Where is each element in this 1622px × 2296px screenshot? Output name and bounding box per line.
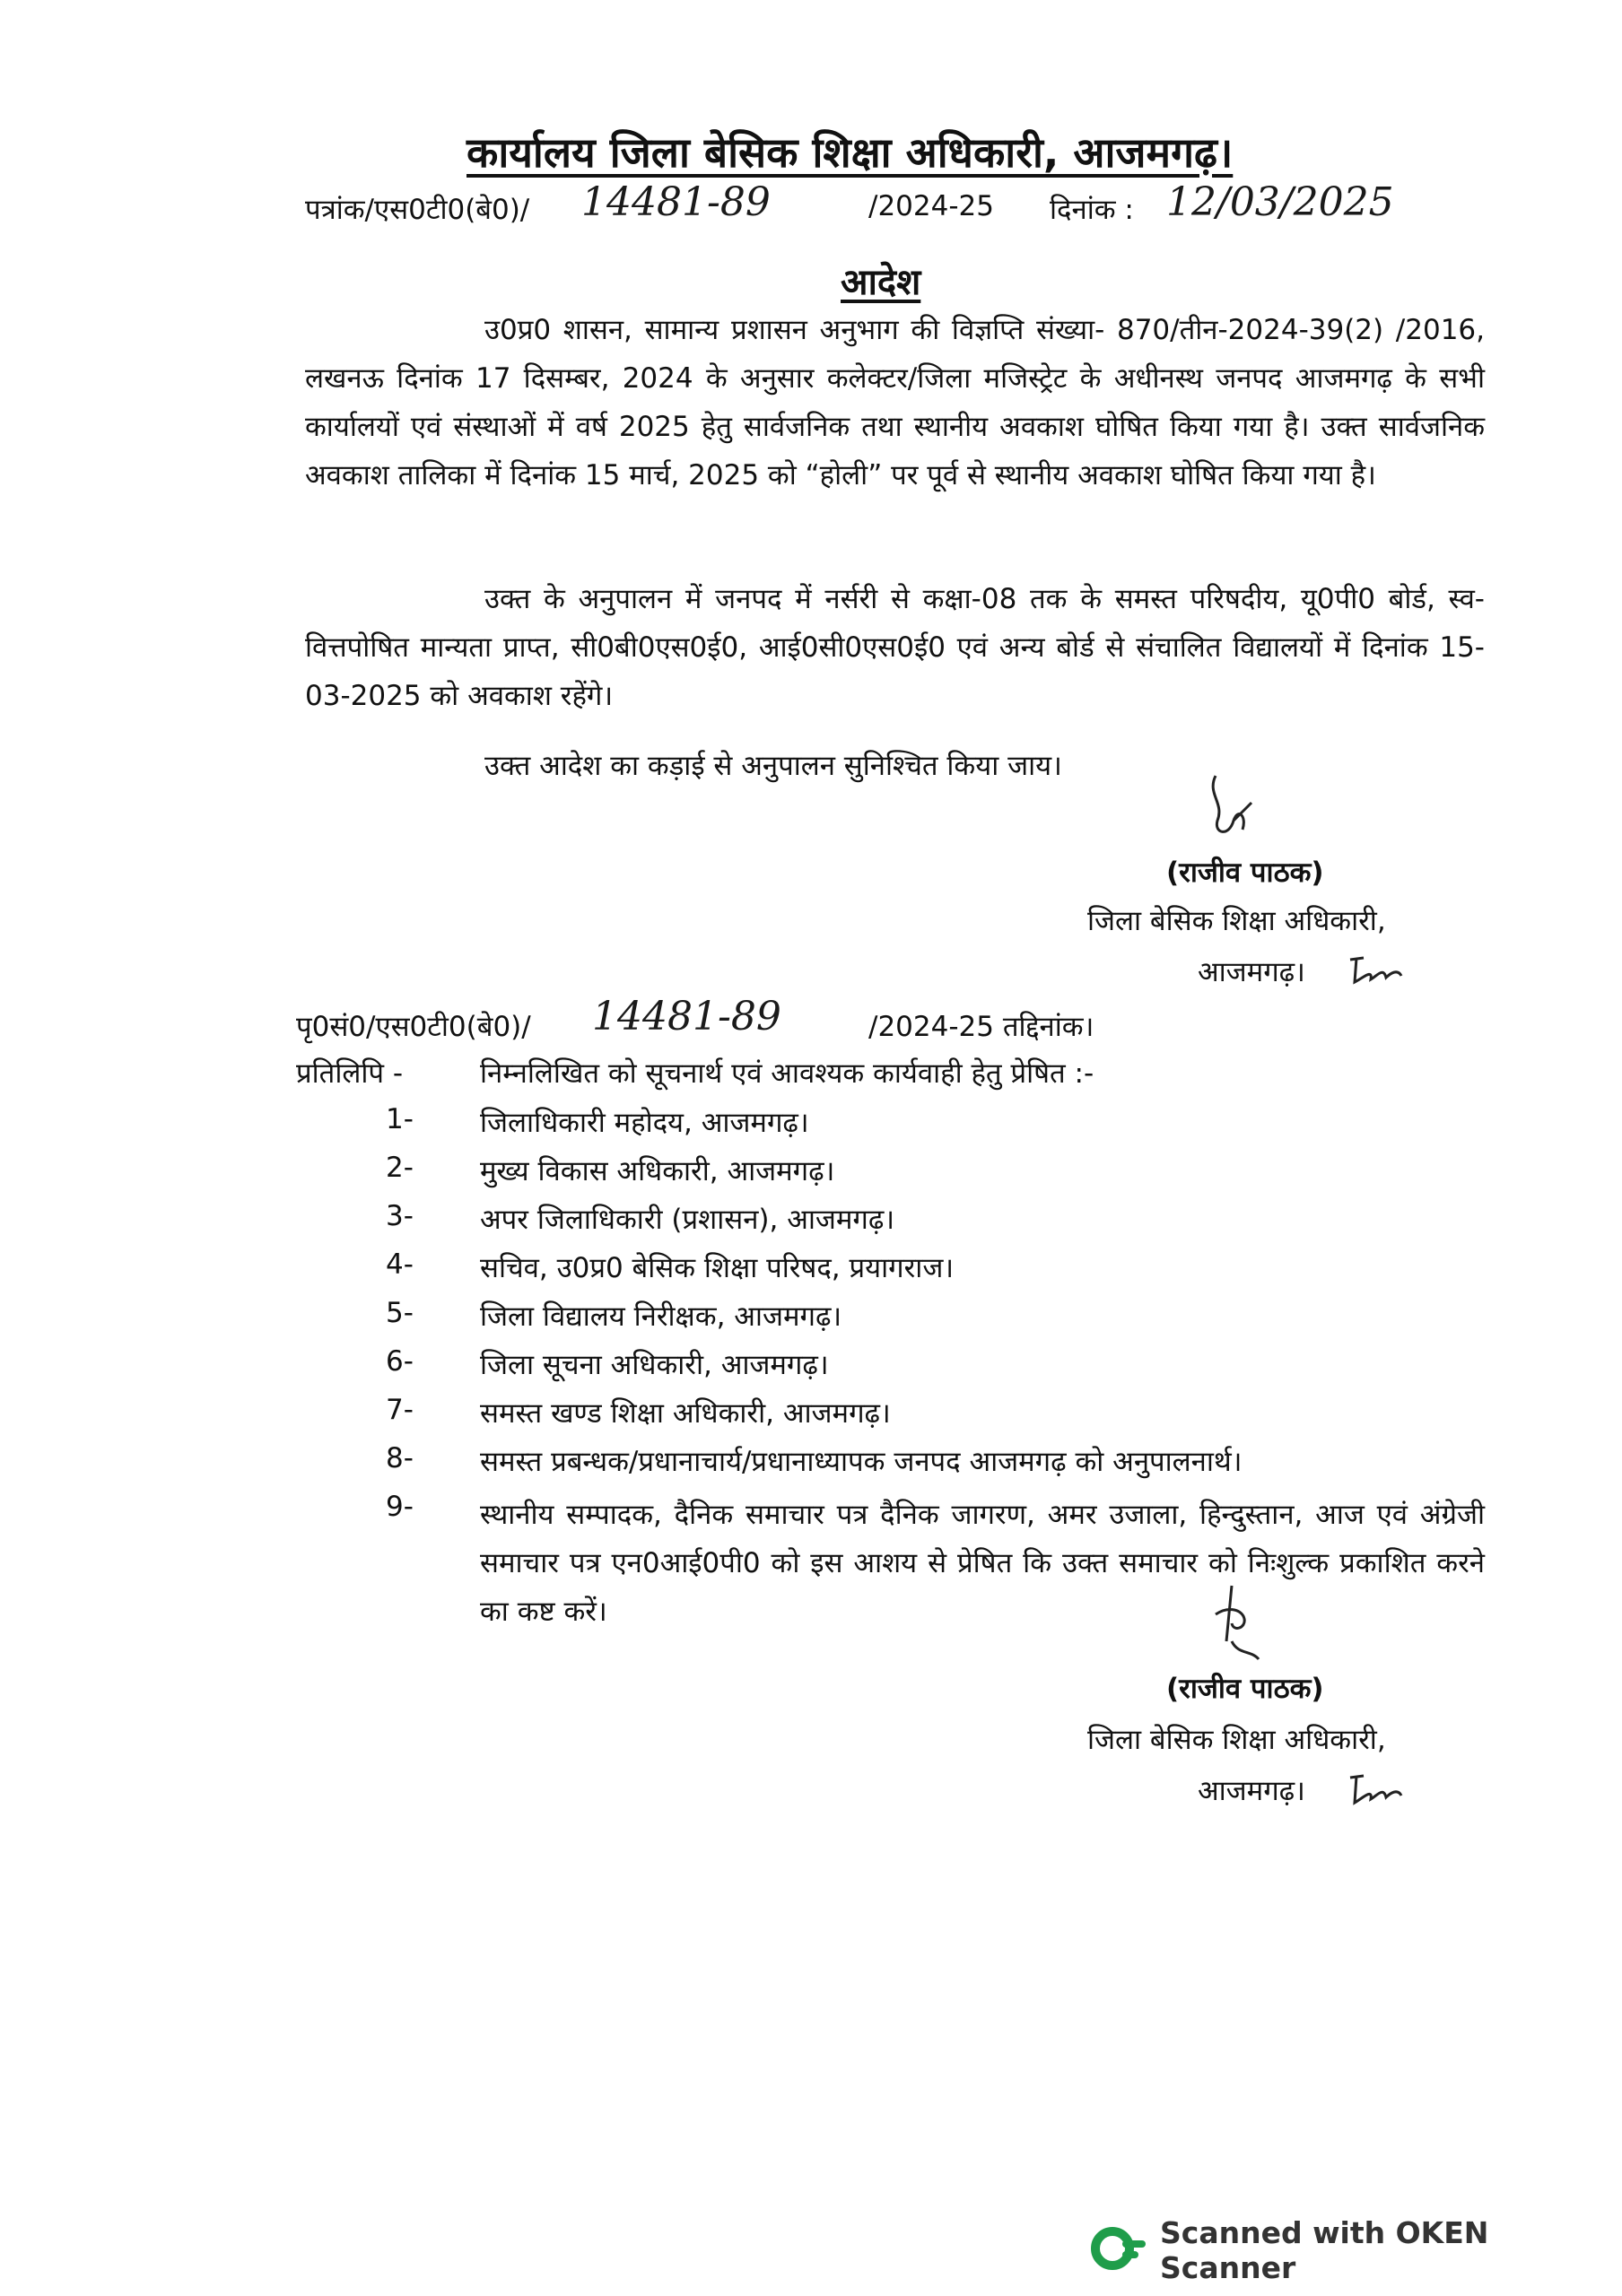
letter-number-prefix: पत्रांक/एस0टी0(बे0)/ xyxy=(305,194,530,226)
signature-mark-1 xyxy=(1198,767,1260,852)
signatory-designation: जिला बेसिक शिक्षा अधिकारी, xyxy=(1087,1724,1386,1756)
list-item-text: जिलाधिकारी महोदय, आजमगढ़। xyxy=(480,1107,809,1139)
date-handwritten: 12/03/2025 xyxy=(1166,179,1394,225)
list-item-text: मुख्य विकास अधिकारी, आजमगढ़। xyxy=(480,1155,835,1187)
order-paragraph-3: उक्त आदेश का कड़ाई से अनुपालन सुनिश्चित किया जाय। xyxy=(484,750,1062,782)
signature-mark-2 xyxy=(1207,1578,1269,1673)
list-item-text: समस्त प्रबन्धक/प्रधानाचार्य/प्रधानाध्यापक जनपद आजमगढ़ को अनुपालनार्थ। xyxy=(480,1446,1243,1478)
list-item-text: स्थानीय सम्पादक, दैनिक समाचार पत्र दैनिक जागरण, अमर उजाला, हिन्दुस्तान, आज एवं अंग्रेजी समाचार पत्र एन0आई0पी0 को इस आशय से प्रेषित कि उक्त समाचार को निःशुल्क प्रकाशित करने का कष्ट करें। xyxy=(480,1499,1485,1628)
list-item-text: समस्त खण्ड शिक्षा अधिकारी, आजमगढ़। xyxy=(480,1397,891,1430)
signatory-name: (राजीव पाठक) xyxy=(1166,1673,1324,1705)
signatory-place: आजमगढ़। xyxy=(1198,956,1305,988)
list-item-number: 8- xyxy=(386,1442,414,1474)
signature-block-2 xyxy=(1166,1664,1324,1714)
copy-ref-handwritten: 14481-89 xyxy=(592,994,781,1039)
date-label: दिनांक : xyxy=(1050,194,1134,226)
list-item-number: 4- xyxy=(386,1248,414,1281)
list-item-number: 7- xyxy=(386,1394,414,1426)
scanner-watermark xyxy=(1090,2215,1622,2285)
order-paragraph-1 xyxy=(305,306,1485,500)
order-paragraph-1-text: उ0प्र0 शासन, सामान्य प्रशासन अनुभाग की विज्ञप्ति संख्या- 870/तीन-2024-39(2) /2016, लखनऊ दिनांक 17 दिसम्बर, 2024 के अनुसार कलेक्टर/जिला मजिस्ट्रेट के अधीनस्थ जनपद आजमगढ़ के सभी कार्यालयों एवं संस्थाओं में वर्ष 2025 हेतु सार्वजनिक तथा स्थानीय अवकाश घोषित किया गया है। उक्त सार्वजनिक अवकाश तालिका में दिनांक 15 मार्च, 2025 को “होली” पर पूर्व से स्थानीय अवकाश घोषित किया गया है। xyxy=(305,314,1485,491)
list-item-text: अपर जिलाधिकारी (प्रशासन), आजमगढ़। xyxy=(480,1204,895,1236)
signatory-place: आजमगढ़। xyxy=(1198,1775,1305,1807)
list-item-number: 9- xyxy=(386,1491,414,1523)
initials-mark-1 xyxy=(1346,951,1408,991)
order-paragraph-2 xyxy=(305,575,1485,720)
list-item-text: जिला सूचना अधिकारी, आजमगढ़। xyxy=(480,1349,829,1381)
copy-label: प्रतिलिपि - xyxy=(296,1057,404,1090)
signature-block-1 xyxy=(1166,848,1324,898)
list-item-text: सचिव, उ0प्र0 बेसिक शिक्षा परिषद, प्रयागराज। xyxy=(480,1252,955,1284)
list-item-number: 2- xyxy=(386,1152,414,1184)
copy-intro: निम्नलिखित को सूचनार्थ एवं आवश्यक कार्यवाही हेतु प्रेषित :- xyxy=(480,1057,1094,1090)
order-paragraph-2-text: उक्त के अनुपालन में जनपद में नर्सरी से कक्षा-08 तक के समस्त परिषदीय, यू0पी0 बोर्ड, स्व-वित्तपोषित मान्यता प्राप्त, सी0बी0एस0ई0, आई0सी0एस0ई0 एवं अन्य बोर्ड से संचालित विद्यालयों में दिनांक 15-03-2025 को अवकाश रहेंगे। xyxy=(305,583,1485,712)
list-item-text: जिला विद्यालय निरीक्षक, आजमगढ़। xyxy=(480,1300,842,1333)
list-item-number: 1- xyxy=(386,1103,414,1135)
office-title: कार्यालय जिला बेसिक शिक्षा अधिकारी, आजमगढ़। xyxy=(467,128,1234,177)
letter-number-handwritten: 14481-89 xyxy=(581,179,771,225)
scanner-text: Scanned with OKEN Scanner xyxy=(1160,2215,1489,2285)
signatory-designation: जिला बेसिक शिक्षा अधिकारी, xyxy=(1087,905,1386,937)
order-heading: आदेश xyxy=(841,262,921,303)
list-item-number: 6- xyxy=(386,1345,414,1378)
copy-ref-suffix: /2024-25 तद्दिनांक। xyxy=(868,1011,1094,1043)
scanner-logo-icon xyxy=(1090,2226,1147,2274)
initials-mark-2 xyxy=(1346,1769,1408,1812)
signatory-name: (राजीव पाठक) xyxy=(1166,857,1324,889)
letter-session: /2024-25 xyxy=(868,190,994,222)
list-item-number: 3- xyxy=(386,1200,414,1232)
copy-ref-prefix: पृ0सं0/एस0टी0(बे0)/ xyxy=(296,1011,531,1043)
list-item-number: 5- xyxy=(386,1297,414,1329)
